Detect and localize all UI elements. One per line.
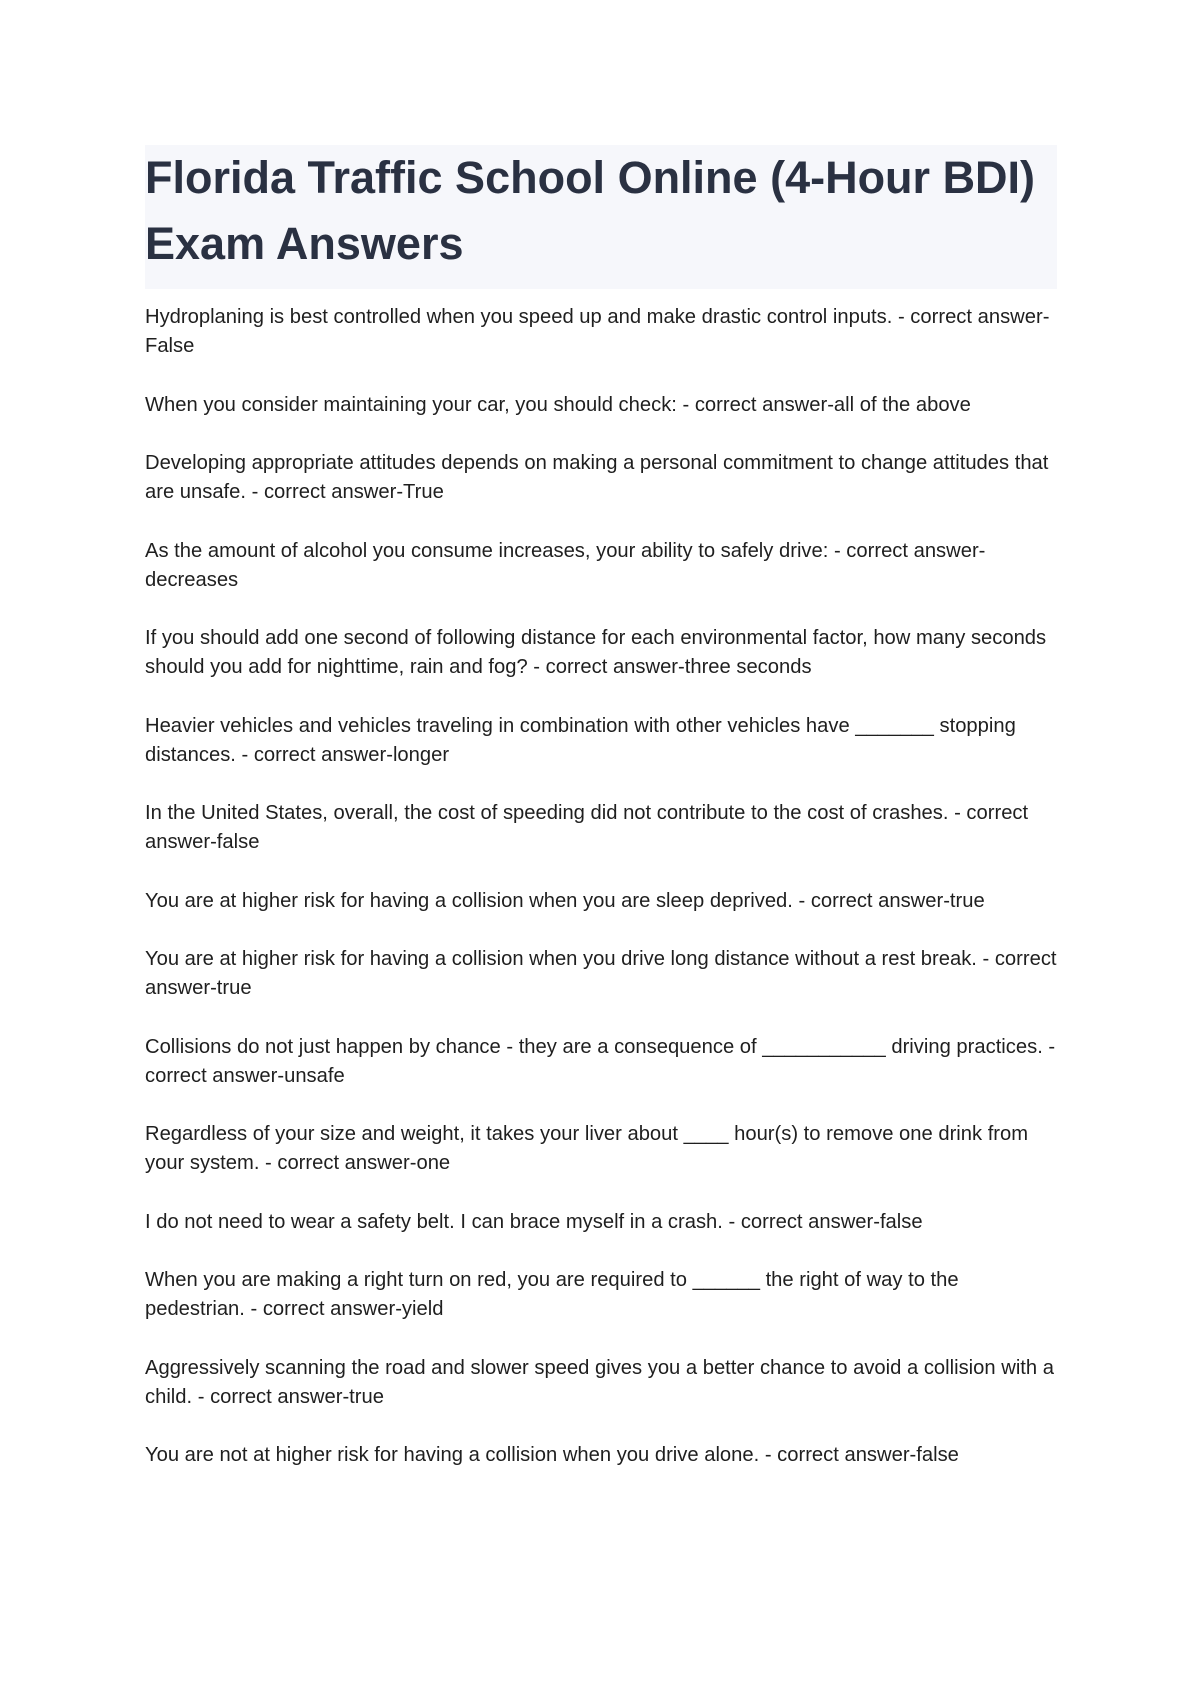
qa-item: You are at higher risk for having a collision when you drive long distance without a rest break. - correct answer-true — [145, 948, 1057, 999]
qa-item: If you should add one second of following distance for each environmental factor, how many seconds should you add for nighttime, rain and fog? - correct answer-three seconds — [145, 627, 1047, 678]
title-block — [145, 145, 1057, 289]
qa-item: You are at higher risk for having a collision when you are sleep deprived. - correct answer-true — [145, 889, 985, 912]
document-page — [145, 145, 1057, 1500]
qa-item: As the amount of alcohol you consume increases, your ability to safely drive: - correct answer-decreases — [145, 539, 986, 591]
qa-item: In the United States, overall, the cost of speeding did not contribute to the cost of crashes. - correct answer-false — [145, 802, 1029, 853]
qa-item: Regardless of your size and weight, it takes your liver about ____ hour(s) to remove one drink from your system. - correct answer-one — [145, 1123, 1029, 1174]
qa-item: Hydroplaning is best controlled when you speed up and make drastic control inputs. - correct answer-False — [145, 306, 1050, 357]
qa-item: Aggressively scanning the road and slower speed gives you a better chance to avoid a collision with a child. - correct answer-true — [145, 1356, 1054, 1408]
page-title: Florida Traffic School Online (4-Hour BDI) Exam Answers — [145, 152, 1036, 269]
qa-item: When you consider maintaining your car, you should check: - correct answer-all of the above — [145, 393, 971, 416]
qa-list — [145, 303, 1057, 1470]
qa-item: You are not at higher risk for having a collision when you drive alone. - correct answer-false — [145, 1444, 959, 1466]
qa-item: Developing appropriate attitudes depends on making a personal commitment to change attitudes that are unsafe. - correct answer-True — [145, 452, 1049, 503]
qa-item: Collisions do not just happen by chance - they are a consequence of ___________ driving practices. - correct answer-unsafe — [145, 1035, 1056, 1087]
qa-item: I do not need to wear a safety belt. I can brace myself in a crash. - correct answer-false — [145, 1210, 923, 1233]
qa-item: Heavier vehicles and vehicles traveling in combination with other vehicles have _______ stopping distances. - correct answer-longer — [145, 714, 1016, 766]
qa-item: When you are making a right turn on red, you are required to ______ the right of way to the pedestrian. - correct answer-yield — [145, 1269, 959, 1320]
